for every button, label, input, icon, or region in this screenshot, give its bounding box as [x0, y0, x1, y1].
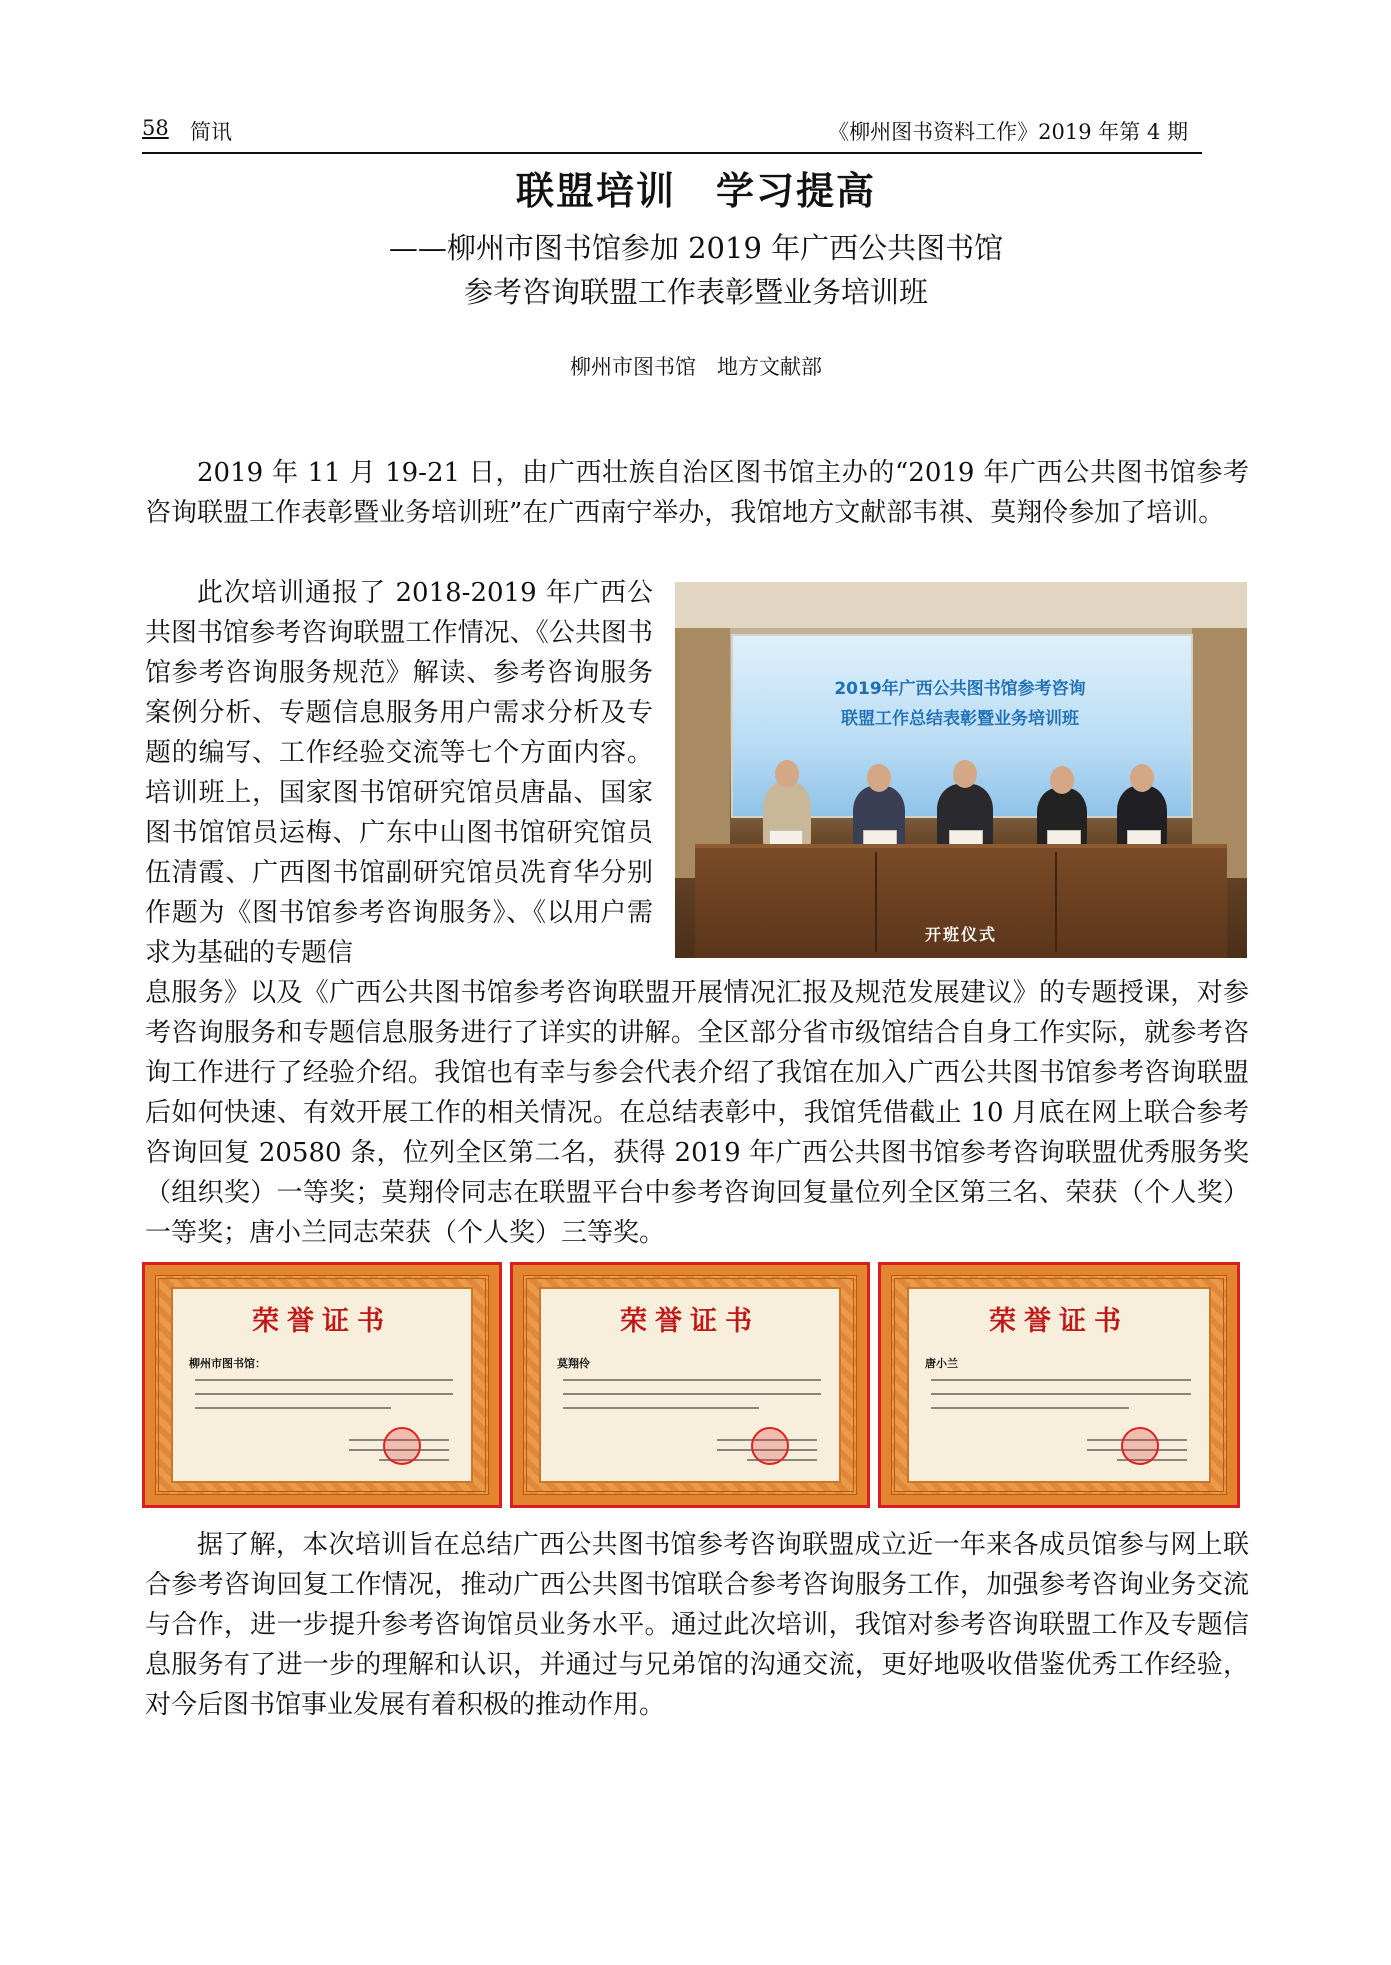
certificate-recipient: 柳州市图书馆： — [189, 1357, 266, 1370]
article-subtitle-line2: 参考咨询联盟工作表彰暨业务培训班 — [463, 275, 928, 309]
certificate-recipient: 莫翔伶 — [557, 1357, 590, 1370]
ceremony-photo — [675, 582, 1247, 958]
running-header — [142, 112, 1202, 154]
article-author: 柳州市图书馆 地方文献部 — [570, 355, 822, 379]
paragraph-2-continued: 息服务》以及《广西公共图书馆参考咨询联盟开展情况汇报及规范发展建议》的专题授课，对参考咨询服务和专题信息服务进行了详实的讲解。全区部分省市级馆结合自身工作实际，就参考咨询工作进行了经验介绍。我馆也有幸与参会代表介绍了我馆在加入广西公共图书馆参考咨询联盟后如何快速、有效开展工作的相关情况。在总结表彰中，我馆凭借截止 10 月底在网上联合参考咨询回复 20580 条，位列全区第二名，获得 2019 年广西公共图书馆参考咨询联盟优秀服务奖（组织奖）一等奖；莫翔伶同志在联盟平台中参考咨询回复量位列全区第三名、荣获（个人奖）一等奖；唐小兰同志荣获（个人奖）三等奖。 — [145, 978, 1249, 1248]
certificate-title: 荣誉证书 — [989, 1306, 1129, 1337]
title-block — [142, 168, 1250, 314]
photo-caption: 开班仪式 — [924, 925, 997, 944]
certificate-3 — [878, 1262, 1240, 1508]
article-title: 联盟培训 学习提高 — [515, 168, 876, 213]
article-subtitle-line1: ——柳州市图书馆参加 2019 年广西公共图书馆 — [388, 231, 1004, 265]
red-seal — [751, 1427, 789, 1465]
red-seal — [1121, 1427, 1159, 1465]
certificate-title: 荣誉证书 — [252, 1306, 392, 1337]
page-number: 58 — [142, 116, 169, 140]
section-label: 简讯 — [190, 120, 232, 144]
journal-title: 《柳州图书资料工作》2019 年第 4 期 — [828, 120, 1188, 144]
paragraph-3: 据了解，本次培训旨在总结广西公共图书馆参考咨询联盟成立近一年来各成员馆参与网上联合参考咨询回复工作情况，推动广西公共图书馆联合参考咨询服务工作，加强参考咨询业务交流与合作，进一步提升参考咨询馆员业务水平。通过此次培训，我馆对参考咨询联盟工作及专题信息服务有了进一步的理解和认识，并通过与兄弟馆的沟通交流，更好地吸收借鉴优秀工作经验，对今后图书馆事业发展有着积极的推动作用。 — [145, 1530, 1249, 1720]
certificate-title: 荣誉证书 — [620, 1306, 760, 1337]
paragraph-2-wrapped: 此次培训通报了 2018-2019 年广西公共图书馆参考咨询联盟工作情况、《公共图书馆参考咨询服务规范》解读、参考咨询服务案例分析、专题信息服务用户需求分析及专题的编写、工作经验交流等七个方面内容。培训班上，国家图书馆研究馆员唐晶、国家图书馆馆员运梅、广东中山图书馆研究馆员伍清霞、广西图书馆副研究馆员冼育华分别作题为《图书馆参考咨询服务》、《以用户需求为基础的专题信 — [145, 578, 653, 968]
certificate-1 — [142, 1262, 502, 1508]
paragraph-1: 2019 年 11 月 19-21 日，由广西壮族自治区图书馆主办的“2019 年广西公共图书馆参考咨询联盟工作表彰暨业务培训班”在广西南宁举办，我馆地方文献部韦祺、莫翔伶参加了培训。 — [145, 458, 1249, 528]
screen-text: 2019年广西公共图书馆参考咨询 联盟工作总结表彰暨业务培训班 — [834, 679, 1086, 729]
certificate-recipient: 唐小兰 — [925, 1357, 958, 1370]
red-seal — [383, 1427, 421, 1465]
certificate-2 — [510, 1262, 870, 1508]
